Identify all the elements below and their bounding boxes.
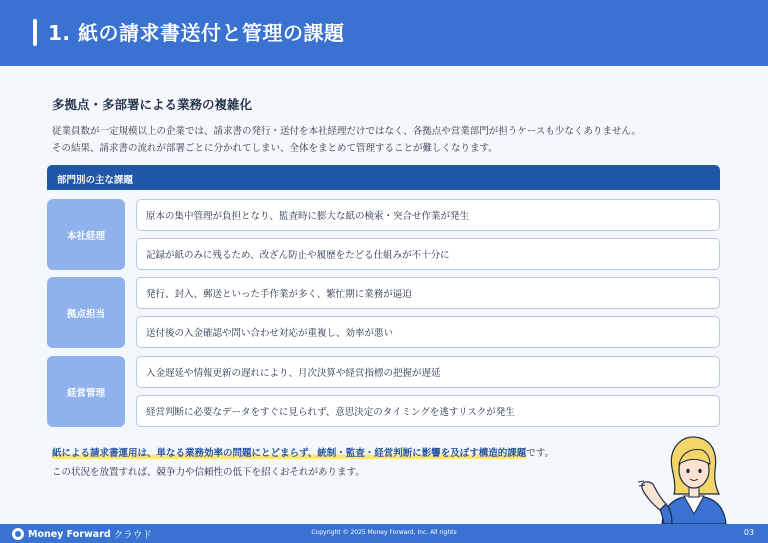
footer-bar bbox=[0, 524, 768, 543]
department-label-branch: 拠点担当 bbox=[47, 277, 125, 348]
page-title: 1. 紙の請求書送付と管理の課題 bbox=[48, 21, 345, 45]
issue-item: 入金遅延や情報更新の遅れにより、月次決算や経営指標の把握が遅延 bbox=[136, 356, 720, 388]
issues-panel-header: 部門別の主な課題 bbox=[47, 165, 720, 190]
issue-item: 原本の集中管理が負担となり、監査時に膨大な紙の検索・突合せ作業が発生 bbox=[136, 199, 720, 231]
conclusion-tail: です。 bbox=[526, 448, 554, 459]
page-number: 03 bbox=[743, 528, 754, 537]
header-accent-bar bbox=[33, 19, 37, 46]
description-line-2: その結果、請求書の流れが部署ごとに分かれてしまい、全体をまとめて管理することが難しくなります。 bbox=[52, 143, 498, 154]
copyright-notice: Copyright © 2025 Money Forward, Inc. All rights bbox=[311, 529, 457, 536]
description-line-1: 従業員数が一定規模以上の企業では、請求書の発行・送付を本社経理だけではなく、各拠点や営業部門が担うケースも少なくありません。 bbox=[52, 126, 641, 137]
issue-item: 記録が紙のみに残るため、改ざん防止や履歴をたどる仕組みが不十分に bbox=[136, 238, 720, 270]
conclusion-highlight: 紙による請求書運用は、単なる業務効率の問題にとどまらず、統制・監査・経営判断に影響を及ぼす構造的課題 bbox=[52, 448, 527, 459]
conclusion-line-2: この状況を放置すれば、競争力や信頼性の低下を招くおそれがあります。 bbox=[52, 467, 365, 478]
header-banner bbox=[0, 0, 768, 66]
logo-text: Money Forward bbox=[28, 528, 111, 540]
issue-item: 発行、封入、郵送といった手作業が多く、繁忙期に業務が逼迫 bbox=[136, 277, 720, 309]
logo-subtext: クラウド bbox=[113, 530, 152, 541]
section-subtitle: 多拠点・多部署による業務の複雑化 bbox=[52, 97, 253, 112]
issue-item: 送付後の入金確認や問い合わせ対応が重複し、効率が悪い bbox=[136, 316, 720, 348]
woman-presenting-illustration bbox=[632, 432, 736, 524]
conclusion-statement bbox=[52, 445, 554, 459]
department-label-management: 経営管理 bbox=[47, 356, 125, 427]
issue-item: 経営判断に必要なデータをすぐに見られず、意思決定のタイミングを逃すリスクが発生 bbox=[136, 395, 720, 427]
department-label-hq-accounting: 本社経理 bbox=[47, 199, 125, 270]
